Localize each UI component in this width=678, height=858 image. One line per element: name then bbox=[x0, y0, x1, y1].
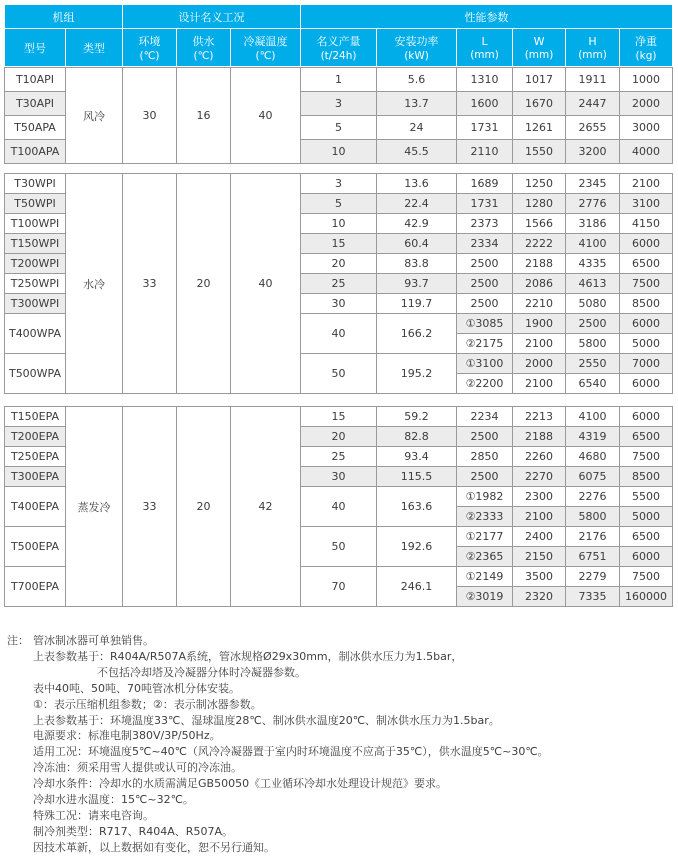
h-cell: 5080 bbox=[566, 294, 620, 314]
header-label-row bbox=[5, 29, 673, 67]
column-group-1: 设计名义工况 bbox=[123, 5, 301, 29]
l-cell: 2500 bbox=[457, 427, 513, 447]
h-cell: 2500 bbox=[566, 314, 620, 334]
column-group-0: 机组 bbox=[5, 5, 123, 29]
weight-cell: 6000 bbox=[620, 547, 673, 567]
note-line-1: 管冰制冰器可单独销售。 bbox=[33, 634, 154, 647]
note-line-9: 冷冻油：须采用雪人提供或认可的冷冻油。 bbox=[33, 761, 242, 775]
column-group-2: 性能参数 bbox=[301, 5, 673, 29]
l-cell: 2500 bbox=[457, 254, 513, 274]
l-cell: ①1982 bbox=[457, 487, 513, 507]
h-cell: 4335 bbox=[566, 254, 620, 274]
condensing-temp-cell: 40 bbox=[231, 68, 301, 164]
power-cell: 13.7 bbox=[377, 92, 457, 116]
capacity-cell: 30 bbox=[301, 294, 377, 314]
header-group-row bbox=[5, 5, 673, 29]
note-line-4: 表中40吨、50吨、70吨管冰机分体安装。 bbox=[33, 681, 240, 695]
power-cell: 5.6 bbox=[377, 68, 457, 92]
h-cell: 6751 bbox=[566, 547, 620, 567]
l-cell: ②2175 bbox=[457, 334, 513, 354]
power-cell: 59.2 bbox=[377, 407, 457, 427]
h-cell: 2345 bbox=[566, 174, 620, 194]
power-cell: 22.4 bbox=[377, 194, 457, 214]
power-cell: 82.8 bbox=[377, 427, 457, 447]
w-cell: 1900 bbox=[513, 314, 566, 334]
l-cell: ①2149 bbox=[457, 567, 513, 587]
capacity-cell: 20 bbox=[301, 427, 377, 447]
capacity-cell: 5 bbox=[301, 194, 377, 214]
w-cell: 1550 bbox=[513, 140, 566, 164]
w-cell: 1261 bbox=[513, 116, 566, 140]
w-cell: 2210 bbox=[513, 294, 566, 314]
l-cell: 2500 bbox=[457, 467, 513, 487]
spec-table-section-1 bbox=[4, 67, 673, 164]
l-cell: 2850 bbox=[457, 447, 513, 467]
type-cell: 风冷 bbox=[66, 68, 123, 164]
weight-cell: 1000 bbox=[620, 68, 673, 92]
weight-cell: 6500 bbox=[620, 527, 673, 547]
model-cell: T150WPI bbox=[5, 234, 66, 254]
w-cell: 3500 bbox=[513, 567, 566, 587]
capacity-cell: 1 bbox=[301, 68, 377, 92]
table-row bbox=[5, 68, 673, 92]
h-cell: 6075 bbox=[566, 467, 620, 487]
model-cell: T200EPA bbox=[5, 427, 66, 447]
capacity-cell: 30 bbox=[301, 467, 377, 487]
weight-cell: 8500 bbox=[620, 294, 673, 314]
condensing-temp-cell: 42 bbox=[231, 407, 301, 607]
w-cell: 2260 bbox=[513, 447, 566, 467]
capacity-cell: 15 bbox=[301, 234, 377, 254]
model-cell: T10API bbox=[5, 68, 66, 92]
l-cell: ②2365 bbox=[457, 547, 513, 567]
model-cell: T500EPA bbox=[5, 527, 66, 567]
power-cell: 24 bbox=[377, 116, 457, 140]
h-cell: 5800 bbox=[566, 334, 620, 354]
ambient-temp-cell: 30 bbox=[123, 68, 177, 164]
w-cell: 2150 bbox=[513, 547, 566, 567]
capacity-cell: 5 bbox=[301, 116, 377, 140]
water-temp-cell: 20 bbox=[177, 174, 231, 394]
h-cell: 7335 bbox=[566, 587, 620, 607]
h-cell: 5800 bbox=[566, 507, 620, 527]
model-cell: T250WPI bbox=[5, 274, 66, 294]
note-line-7: 电源要求：标准电制380V/3P/50Hz。 bbox=[33, 729, 221, 743]
h-cell: 2176 bbox=[566, 527, 620, 547]
l-cell: ②3019 bbox=[457, 587, 513, 607]
weight-cell: 6000 bbox=[620, 314, 673, 334]
model-cell: T300EPA bbox=[5, 467, 66, 487]
note-line-13: 制冷剂类型：R717、R404A、R507A。 bbox=[33, 824, 233, 838]
weight-cell: 7500 bbox=[620, 567, 673, 587]
l-cell: 2334 bbox=[457, 234, 513, 254]
w-cell: 2213 bbox=[513, 407, 566, 427]
w-cell: 1280 bbox=[513, 194, 566, 214]
column-header-10: 净重 (kg) bbox=[620, 29, 673, 67]
power-cell: 42.9 bbox=[377, 214, 457, 234]
weight-cell: 3100 bbox=[620, 194, 673, 214]
l-cell: 1310 bbox=[457, 68, 513, 92]
weight-cell: 5500 bbox=[620, 487, 673, 507]
w-cell: 1017 bbox=[513, 68, 566, 92]
l-cell: 1600 bbox=[457, 92, 513, 116]
weight-cell: 7500 bbox=[620, 447, 673, 467]
model-cell: T400WPA bbox=[5, 314, 66, 354]
capacity-cell: 3 bbox=[301, 92, 377, 116]
weight-cell: 6500 bbox=[620, 254, 673, 274]
column-header-2: 环境 (℃) bbox=[123, 29, 177, 67]
notes bbox=[4, 633, 678, 856]
capacity-cell: 20 bbox=[301, 254, 377, 274]
h-cell: 2550 bbox=[566, 354, 620, 374]
w-cell: 2400 bbox=[513, 527, 566, 547]
power-cell: 115.5 bbox=[377, 467, 457, 487]
h-cell: 4319 bbox=[566, 427, 620, 447]
type-cell: 蒸发冷 bbox=[66, 407, 123, 607]
note-line-8: 适用工况：环境温度5℃~40℃（风冷冷凝器置于室内时环境温度不应高于35℃），供水温度5℃~30℃。 bbox=[33, 745, 549, 759]
h-cell: 6540 bbox=[566, 374, 620, 394]
capacity-cell: 50 bbox=[301, 527, 377, 567]
l-cell: ①3085 bbox=[457, 314, 513, 334]
l-cell: 2373 bbox=[457, 214, 513, 234]
column-header-9: H (mm) bbox=[566, 29, 620, 67]
capacity-cell: 10 bbox=[301, 140, 377, 164]
notes-prefix-label: 注： bbox=[7, 634, 29, 647]
power-cell: 163.6 bbox=[377, 487, 457, 527]
w-cell: 2320 bbox=[513, 587, 566, 607]
capacity-cell: 70 bbox=[301, 567, 377, 607]
weight-cell: 3000 bbox=[620, 116, 673, 140]
column-header-0: 型号 bbox=[5, 29, 66, 67]
ambient-temp-cell: 33 bbox=[123, 407, 177, 607]
model-cell: T200WPI bbox=[5, 254, 66, 274]
weight-cell: 5000 bbox=[620, 334, 673, 354]
model-cell: T150EPA bbox=[5, 407, 66, 427]
w-cell: 1250 bbox=[513, 174, 566, 194]
column-header-3: 供水 (℃) bbox=[177, 29, 231, 67]
w-cell: 1566 bbox=[513, 214, 566, 234]
capacity-cell: 50 bbox=[301, 354, 377, 394]
column-header-1: 类型 bbox=[66, 29, 123, 67]
weight-cell: 7500 bbox=[620, 274, 673, 294]
model-cell: T400EPA bbox=[5, 487, 66, 527]
model-cell: T50APA bbox=[5, 116, 66, 140]
capacity-cell: 40 bbox=[301, 314, 377, 354]
capacity-cell: 15 bbox=[301, 407, 377, 427]
model-cell: T30API bbox=[5, 92, 66, 116]
capacity-cell: 3 bbox=[301, 174, 377, 194]
power-cell: 192.6 bbox=[377, 527, 457, 567]
power-cell: 195.2 bbox=[377, 354, 457, 394]
condensing-temp-cell: 40 bbox=[231, 174, 301, 394]
note-line-10: 冷却水条件：冷却水的水质需满足GB50050《工业循环冷却水处理设计规范》要求。 bbox=[33, 777, 448, 791]
h-cell: 2655 bbox=[566, 116, 620, 140]
power-cell: 45.5 bbox=[377, 140, 457, 164]
water-temp-cell: 16 bbox=[177, 68, 231, 164]
weight-cell: 5000 bbox=[620, 507, 673, 527]
notes-lines bbox=[33, 633, 678, 856]
power-cell: 246.1 bbox=[377, 567, 457, 607]
spec-table-section-3 bbox=[4, 406, 673, 607]
table-row bbox=[5, 174, 673, 194]
note-line-6: 上表参数基于：环境温度33℃、湿球温度28℃、制冰供水温度20℃、制冰供水压力为1.5bar。 bbox=[33, 713, 500, 727]
weight-cell: 4150 bbox=[620, 214, 673, 234]
power-cell: 13.6 bbox=[377, 174, 457, 194]
model-cell: T250EPA bbox=[5, 447, 66, 467]
h-cell: 3200 bbox=[566, 140, 620, 164]
h-cell: 2447 bbox=[566, 92, 620, 116]
h-cell: 4613 bbox=[566, 274, 620, 294]
w-cell: 1670 bbox=[513, 92, 566, 116]
power-cell: 93.4 bbox=[377, 447, 457, 467]
h-cell: 2279 bbox=[566, 567, 620, 587]
note-line-14: 因技术革新，以上数据如有变化，恕不另行通知。 bbox=[33, 840, 275, 854]
note-line-5: ①：表示压缩机组参数；②：表示制冰器参数。 bbox=[33, 697, 262, 711]
spec-table-body bbox=[4, 67, 678, 607]
w-cell: 2100 bbox=[513, 507, 566, 527]
w-cell: 2188 bbox=[513, 254, 566, 274]
h-cell: 4680 bbox=[566, 447, 620, 467]
model-cell: T100APA bbox=[5, 140, 66, 164]
type-cell: 水冷 bbox=[66, 174, 123, 394]
power-cell: 93.7 bbox=[377, 274, 457, 294]
weight-cell: 8500 bbox=[620, 467, 673, 487]
h-cell: 4100 bbox=[566, 407, 620, 427]
note-line-11: 冷却水进水温度：15℃~32℃。 bbox=[33, 793, 194, 807]
column-header-6: 安装功率 (kW) bbox=[377, 29, 457, 67]
weight-cell: 160000 bbox=[620, 587, 673, 607]
model-cell: T50WPI bbox=[5, 194, 66, 214]
water-temp-cell: 20 bbox=[177, 407, 231, 607]
l-cell: 1731 bbox=[457, 116, 513, 140]
l-cell: 2110 bbox=[457, 140, 513, 164]
l-cell: ①2177 bbox=[457, 527, 513, 547]
h-cell: 2276 bbox=[566, 487, 620, 507]
note-line-2: 上表参数基于：R404A/R507A系统，管冰规格Ø29x30mm，制冰供水压力为1.5bar， bbox=[33, 649, 463, 663]
power-cell: 119.7 bbox=[377, 294, 457, 314]
l-cell: 1689 bbox=[457, 174, 513, 194]
spec-table-header bbox=[4, 4, 673, 67]
h-cell: 3186 bbox=[566, 214, 620, 234]
spec-table-section-2 bbox=[4, 173, 673, 394]
weight-cell: 6000 bbox=[620, 374, 673, 394]
capacity-cell: 10 bbox=[301, 214, 377, 234]
w-cell: 2100 bbox=[513, 334, 566, 354]
model-cell: T500WPA bbox=[5, 354, 66, 394]
capacity-cell: 25 bbox=[301, 274, 377, 294]
column-header-7: L (mm) bbox=[457, 29, 513, 67]
l-cell: 2234 bbox=[457, 407, 513, 427]
power-cell: 83.8 bbox=[377, 254, 457, 274]
weight-cell: 2000 bbox=[620, 92, 673, 116]
weight-cell: 7000 bbox=[620, 354, 673, 374]
capacity-cell: 40 bbox=[301, 487, 377, 527]
w-cell: 2270 bbox=[513, 467, 566, 487]
weight-cell: 6500 bbox=[620, 427, 673, 447]
column-header-4: 冷凝温度 (℃) bbox=[231, 29, 301, 67]
w-cell: 2188 bbox=[513, 427, 566, 447]
column-header-8: W (mm) bbox=[513, 29, 566, 67]
w-cell: 2222 bbox=[513, 234, 566, 254]
model-cell: T300WPI bbox=[5, 294, 66, 314]
column-header-5: 名义产量 (t/24h) bbox=[301, 29, 377, 67]
h-cell: 4100 bbox=[566, 234, 620, 254]
weight-cell: 2100 bbox=[620, 174, 673, 194]
power-cell: 166.2 bbox=[377, 314, 457, 354]
power-cell: 60.4 bbox=[377, 234, 457, 254]
model-cell: T700EPA bbox=[5, 567, 66, 607]
model-cell: T30WPI bbox=[5, 174, 66, 194]
note-line-12: 特殊工况：请来电咨询。 bbox=[33, 808, 154, 822]
l-cell: 1731 bbox=[457, 194, 513, 214]
l-cell: ②2333 bbox=[457, 507, 513, 527]
w-cell: 2000 bbox=[513, 354, 566, 374]
capacity-cell: 25 bbox=[301, 447, 377, 467]
l-cell: ②2200 bbox=[457, 374, 513, 394]
l-cell: 2500 bbox=[457, 274, 513, 294]
model-cell: T100WPI bbox=[5, 214, 66, 234]
l-cell: ①3100 bbox=[457, 354, 513, 374]
h-cell: 2776 bbox=[566, 194, 620, 214]
weight-cell: 4000 bbox=[620, 140, 673, 164]
h-cell: 1911 bbox=[566, 68, 620, 92]
weight-cell: 6000 bbox=[620, 234, 673, 254]
weight-cell: 6000 bbox=[620, 407, 673, 427]
w-cell: 2086 bbox=[513, 274, 566, 294]
l-cell: 2500 bbox=[457, 294, 513, 314]
w-cell: 2300 bbox=[513, 487, 566, 507]
ambient-temp-cell: 33 bbox=[123, 174, 177, 394]
table-row bbox=[5, 407, 673, 427]
w-cell: 2100 bbox=[513, 374, 566, 394]
note-line-3: 不包括冷却塔及冷凝器分体时冷凝器参数。 bbox=[97, 665, 306, 679]
